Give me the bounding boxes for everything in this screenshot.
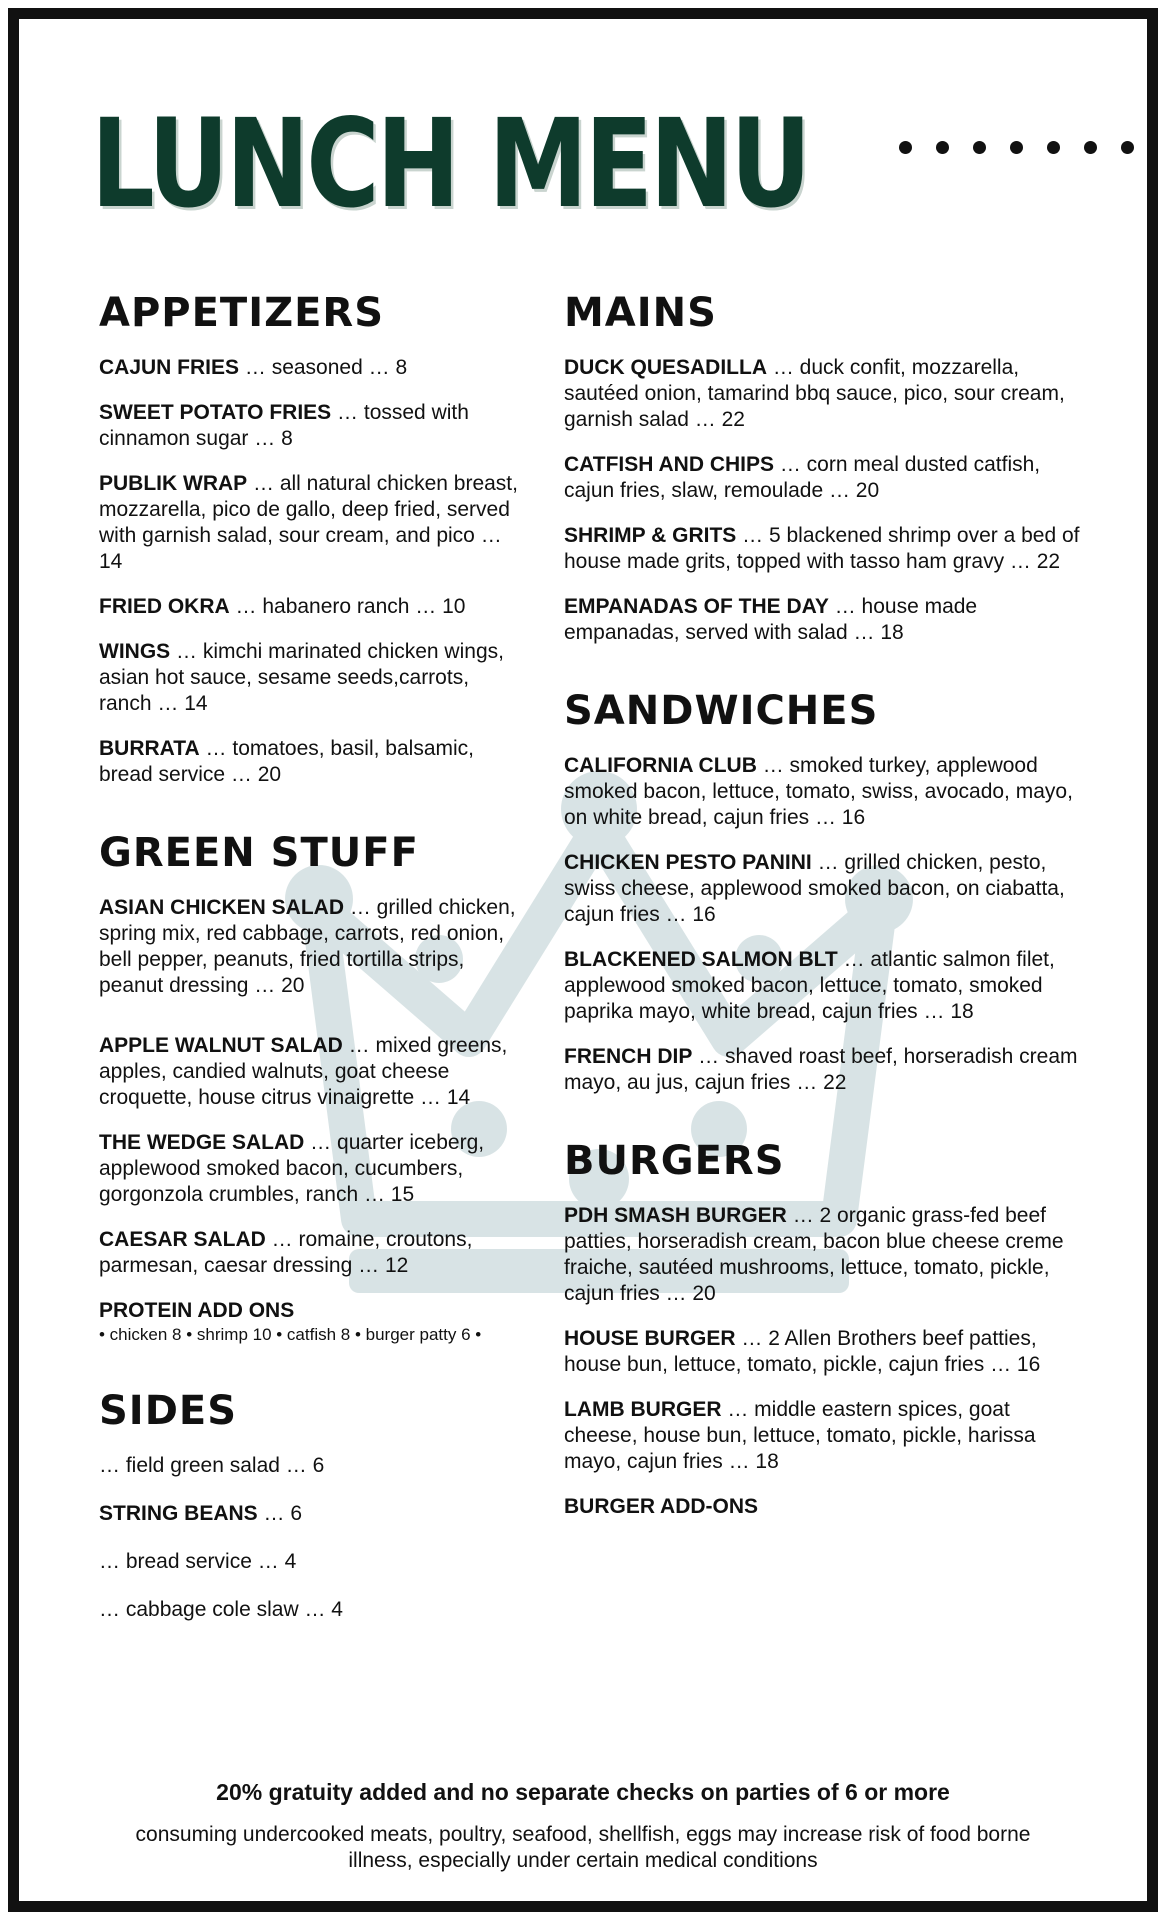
menu-item [99,1453,519,1479]
dot-icon [1121,141,1134,154]
item-desc: … middle eastern spices, goat cheese, house bun, lettuce, tomato, pickle, harissa mayo, cajun fries … 18 [564,1398,1036,1473]
section-title-mains: MAINS [564,290,717,336]
title-row [91,89,1087,239]
title-dots [899,141,1134,154]
item-name: CHICKEN PESTO PANINI [564,851,812,874]
menu-item [99,1549,519,1575]
item-name: THE WEDGE SALAD [99,1131,305,1154]
item-desc: … 6 [257,1502,303,1525]
item-desc: … atlantic salmon filet, applewood smoked bacon, lettuce, tomato, smoked paprika mayo, white bread, cajun fries … 18 [564,948,1055,1023]
item-name: STRING BEANS [99,1502,258,1525]
item-desc: • chicken 8 • shrimp 10 • catfish 8 • burger patty 6 • [99,1325,482,1344]
item-name: BURRATA [99,737,200,760]
item-name: WINGS [99,640,171,663]
item-desc: … tomatoes, basil, balsamic, bread service … 20 [99,737,474,786]
item-name: EMPANADAS OF THE DAY [564,595,829,618]
item-desc: … 5 blackened shrimp over a bed of house made grits, topped with tasso ham gravy … 22 [564,524,1080,573]
item-name: HOUSE BURGER [564,1327,736,1350]
item-desc: … house made empanadas, served with salad … 18 [564,595,978,644]
item-desc: … habanero ranch … 10 [229,595,466,618]
item-name: PROTEIN ADD ONS [99,1299,295,1322]
item-desc: … bread service … 4 [99,1550,297,1573]
item-name: CAESAR SALAD [99,1228,266,1251]
footer [19,1779,1147,1874]
menu-item [564,523,1084,575]
item-desc: … all natural chicken breast, mozzarella, pico de gallo, deep fried, served with garnish salad, sour cream, and pico … 14 [99,472,518,573]
item-desc: … 2 organic grass-fed beef patties, horseradish cream, bacon blue cheese creme fraiche, sautéed mushrooms, lettuce, tomato, pickle, cajun fries … 20 [564,1204,1064,1305]
item-name: ASIAN CHICKEN SALAD [99,896,345,919]
item-name: CALIFORNIA CLUB [564,754,757,777]
menu-item [99,1227,519,1279]
item-desc: … quarter iceberg, applewood smoked bacon, cucumbers, gorgonzola crumbles, ranch … 15 [99,1131,485,1206]
menu-item [99,1597,519,1623]
item-name: CATFISH AND CHIPS [564,453,774,476]
item-desc: … seasoned … 8 [239,356,408,379]
section-title-appetizers: APPETIZERS [99,290,385,336]
item-desc: … smoked turkey, applewood smoked bacon, lettuce, tomato, swiss, avocado, mayo, on white bread, cajun fries … 16 [564,754,1073,829]
item-desc: … 2 Allen Brothers beef patties, house bun, lettuce, tomato, pickle, cajun fries … 16 [564,1327,1041,1376]
protein-add-ons [99,1298,519,1346]
right-column [564,289,1084,1539]
section-title-burgers: BURGERS [564,1138,785,1184]
item-name: LAMB BURGER [564,1398,722,1421]
section-title-green-stuff: GREEN STUFF [99,830,419,876]
item-desc: … romaine, croutons, parmesan, caesar dressing … 12 [99,1228,473,1277]
dot-icon [936,141,949,154]
item-name: FRENCH DIP [564,1045,693,1068]
item-desc: … shaved roast beef, horseradish cream mayo, au jus, cajun fries … 22 [564,1045,1078,1094]
item-desc: … tossed with cinnamon sugar … 8 [99,401,469,450]
dot-icon [1084,141,1097,154]
menu-item [99,471,519,575]
item-desc: … corn meal dusted catfish, cajun fries, slaw, remoulade … 20 [564,453,1041,502]
menu-item [99,355,519,381]
menu-item [99,1501,519,1527]
menu-item [99,736,519,788]
dot-icon [1010,141,1023,154]
item-name: DUCK QUESADILLA [564,356,767,379]
menu-item [564,1494,1084,1520]
health-warning: consuming undercooked meats, poultry, seafood, shellfish, eggs may increase risk of food borne illness, especially under certain medical conditions [135,1823,1031,1872]
left-column [99,289,519,1645]
item-name: FRIED OKRA [99,595,230,618]
menu-item [564,1044,1084,1096]
item-desc: … duck confit, mozzarella, sautéed onion, tamarind bbq sauce, pico, sour cream, garnish salad … 22 [564,356,1065,431]
dot-icon [899,141,912,154]
menu-item [564,594,1084,646]
page-title: LUNCH MENU [91,93,809,235]
item-desc: … grilled chicken, spring mix, red cabbage, carrots, red onion, bell pepper, peanuts, fried tortilla strips, peanut dressing … 20 [99,896,516,997]
item-name: PDH SMASH BURGER [564,1204,787,1227]
item-desc: … field green salad … 6 [99,1454,325,1477]
menu-item [99,594,519,620]
item-name: BLACKENED SALMON BLT [564,948,838,971]
item-name: BURGER ADD-ONS [564,1495,759,1518]
item-name: SWEET POTATO FRIES [99,401,332,424]
menu-item [99,400,519,452]
item-desc: … mixed greens, apples, candied walnuts, goat cheese croquette, house citrus vinaigrette … 14 [99,1034,508,1109]
item-desc: … grilled chicken, pesto, swiss cheese, applewood smoked bacon, on ciabatta, cajun fries … 16 [564,851,1065,926]
section-title-sides: SIDES [99,1388,238,1434]
item-name: PUBLIK WRAP [99,472,248,495]
item-desc: … kimchi marinated chicken wings, asian hot sauce, sesame seeds,carrots, ranch … 14 [99,640,504,715]
item-desc: … cabbage cole slaw … 4 [99,1598,343,1621]
gratuity-note: 20% gratuity added and no separate checks on parties of 6 or more [216,1779,950,1805]
menu-item [564,850,1084,928]
menu-item [99,895,519,999]
menu-item [564,1326,1084,1378]
menu-item [564,753,1084,831]
item-name: SHRIMP & GRITS [564,524,737,547]
menu-item [99,1033,519,1111]
dot-icon [973,141,986,154]
menu-item [564,1203,1084,1307]
item-name: CAJUN FRIES [99,356,240,379]
menu-item [99,639,519,717]
menu-page [8,8,1158,1912]
item-name: APPLE WALNUT SALAD [99,1034,343,1057]
section-title-sandwiches: SANDWICHES [564,688,879,734]
menu-item [564,947,1084,1025]
menu-item [564,355,1084,433]
menu-item [564,452,1084,504]
menu-item [564,1397,1084,1475]
dot-icon [1047,141,1060,154]
menu-item [99,1130,519,1208]
